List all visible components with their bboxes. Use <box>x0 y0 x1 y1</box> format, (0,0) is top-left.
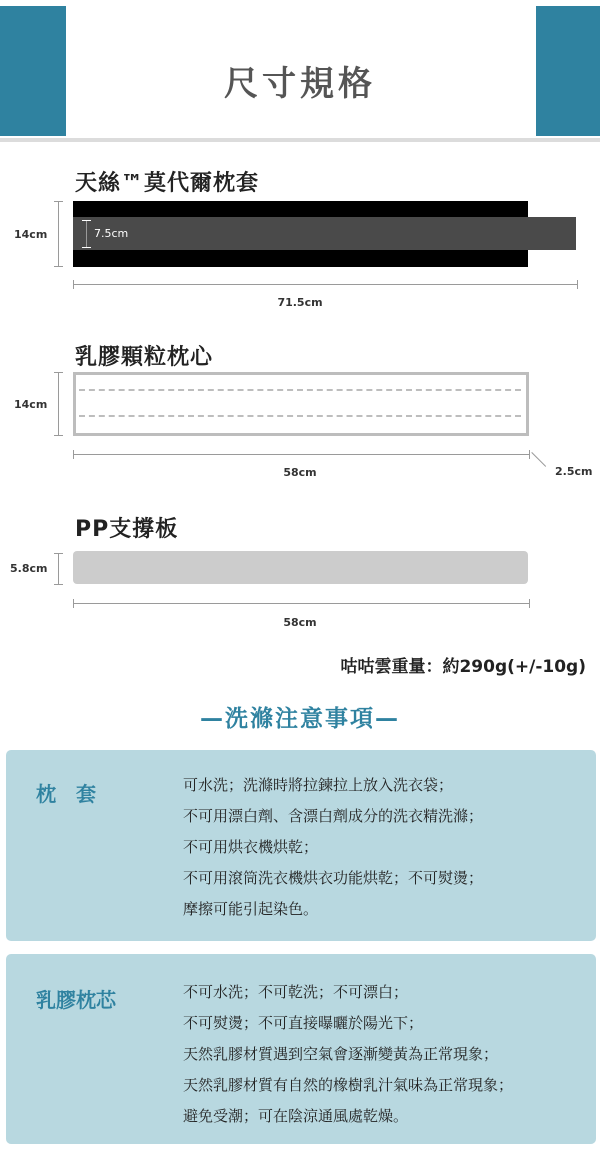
support-board-width-label: 58cm <box>283 616 317 629</box>
support-board-title: PP支撐板 <box>75 517 179 542</box>
care-block-label: 枕 套 <box>36 782 96 806</box>
support-board-width-line <box>73 599 530 608</box>
pillowcase-inner-label: 7.5cm <box>94 227 129 240</box>
pillow-core-dash-top <box>79 389 521 391</box>
pillowcase-title: 天絲™莫代爾枕套 <box>75 171 260 196</box>
header-divider <box>0 138 600 142</box>
care-block-lines <box>183 977 513 1132</box>
care-line: 不可用漂白劑、含漂白劑成分的洗衣精洗滌； <box>183 807 484 825</box>
care-block-lines <box>183 770 483 925</box>
pillow-core-title: 乳膠顆粒枕心 <box>75 345 214 370</box>
pillow-core-dash-bottom <box>79 415 521 417</box>
pillowcase-width-label: 71.5cm <box>277 296 323 309</box>
support-board-height-bracket <box>54 553 63 585</box>
pillowcase-height-bracket <box>54 201 63 267</box>
pillowcase-width-line <box>73 280 578 289</box>
care-line: 不可熨燙；不可直接曝曬於陽光下； <box>183 1014 424 1032</box>
pillow-core-depth-leader <box>531 452 546 467</box>
care-line: 天然乳膠材質有自然的橡樹乳汁氣味為正常現象； <box>183 1076 514 1094</box>
care-line: 避免受潮；可在陰涼通風處乾燥。 <box>183 1107 409 1125</box>
care-line: 不可用烘衣機烘乾； <box>183 838 319 856</box>
care-line: 不可用滾筒洗衣機烘衣功能烘乾；不可熨燙； <box>183 869 484 887</box>
care-line: 不可水洗；不可乾洗；不可漂白； <box>183 983 409 1001</box>
support-board-shape <box>73 551 528 584</box>
care-line: 可水洗；洗滌時將拉鍊拉上放入洗衣袋； <box>183 776 454 794</box>
pillow-core-depth-label: 2.5cm <box>555 465 593 478</box>
pillowcase-height-label: 14cm <box>14 228 48 241</box>
page-title: 尺寸規格 <box>224 64 376 104</box>
care-title: —洗滌注意事項— <box>200 706 400 732</box>
pillow-core-height-bracket <box>54 372 63 436</box>
care-line: 天然乳膠材質遇到空氣會逐漸變黃為正常現象； <box>183 1045 499 1063</box>
pillowcase-inner-bracket <box>82 220 91 248</box>
care-block-label: 乳膠枕芯 <box>36 988 116 1012</box>
pillow-core-height-label: 14cm <box>14 398 48 411</box>
weight-text: 咕咕雲重量：約290g(+/-10g) <box>340 657 586 677</box>
pillow-core-shape <box>73 372 529 436</box>
pillow-core-width-label: 58cm <box>283 466 317 479</box>
support-board-height-label: 5.8cm <box>10 562 48 575</box>
pillow-core-width-line <box>73 450 530 459</box>
care-line: 摩擦可能引起染色。 <box>183 900 319 918</box>
care-block-pillowcase <box>6 750 596 941</box>
pillowcase-inner-shape <box>73 217 576 250</box>
care-block-latex-core <box>6 954 596 1144</box>
